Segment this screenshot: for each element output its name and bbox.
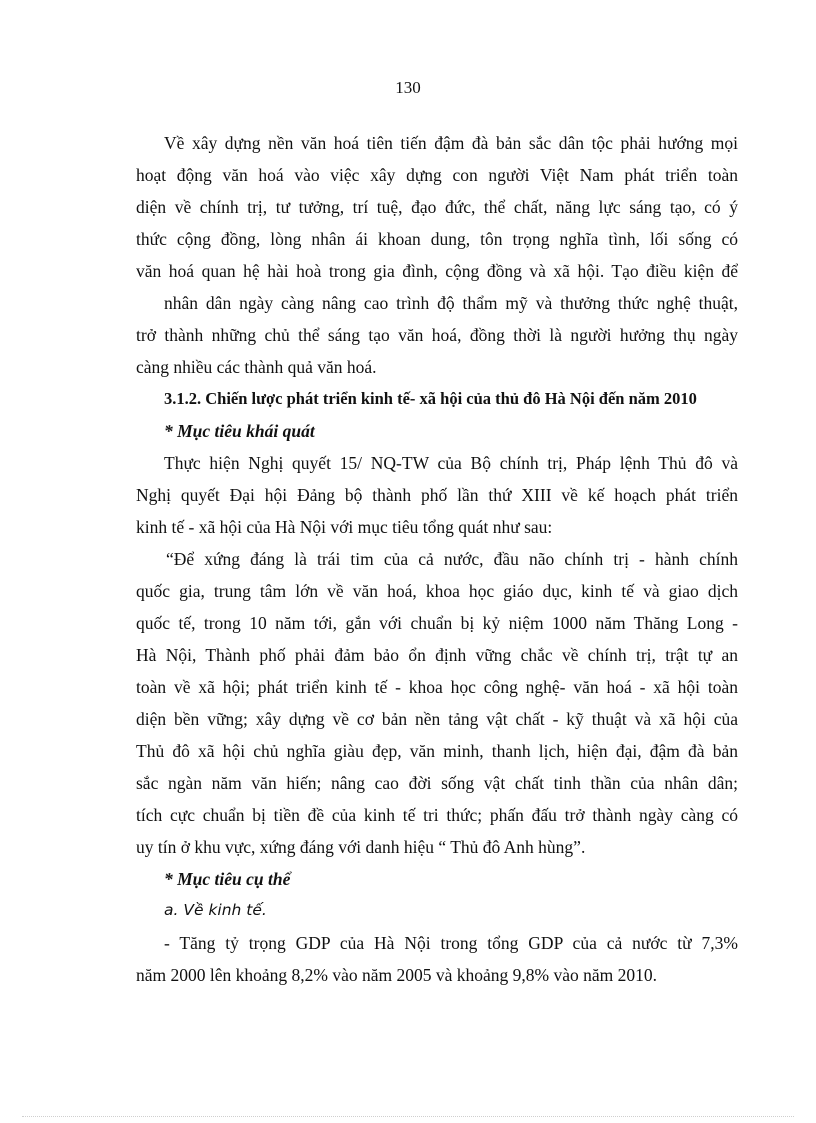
paragraph-line: năm 2000 lên khoảng 8,2% vào năm 2005 và khoảng 9,8% vào năm 2010. (136, 965, 658, 985)
page-number: 130 (395, 78, 421, 97)
paragraph-line: trở thành những chủ thể sáng tạo văn hoá, đồng thời là người hưởng thụ ngày (136, 325, 738, 345)
quote-line: Hà Nội, Thành phố phải đảm bảo ổn định vững chắc về chính trị, trật tự an (136, 645, 738, 665)
quote-line: quốc gia, trung tâm lớn về văn hoá, khoa học giáo dục, kinh tế và giao dịch (136, 581, 738, 601)
quote-line: “Để xứng đáng là trái tim của cả nước, đầu não chính trị - hành chính (166, 549, 738, 569)
footer-divider (22, 1116, 794, 1117)
quote-line: uy tín ở khu vực, xứng đáng với danh hiệu “ Thủ đô Anh hùng”. (136, 837, 586, 857)
paragraph-line: thức cộng đồng, lòng nhân ái khoan dung, tôn trọng nghĩa tình, lối sống có (136, 229, 738, 249)
subheading-economy: a. Về kinh tế. (164, 901, 267, 919)
subheading-general-goals: * Mục tiêu khái quát (164, 421, 315, 441)
paragraph-line: Thực hiện Nghị quyết 15/ NQ-TW của Bộ chính trị, Pháp lệnh Thủ đô và (164, 453, 738, 473)
paragraph-line: văn hoá quan hệ hài hoà trong gia đình, cộng đồng và xã hội. Tạo điều kiện để (136, 261, 738, 281)
quote-line: diện bền vững; xây dựng về cơ bản nền tảng vật chất - kỹ thuật và xã hội của (136, 709, 738, 729)
quote-line: Thủ đô xã hội chủ nghĩa giàu đẹp, văn minh, thanh lịch, hiện đại, đậm đà bản (136, 741, 738, 761)
paragraph-line: Nghị quyết Đại hội Đảng bộ thành phố lần thứ XIII về kế hoạch phát triển (136, 485, 738, 505)
paragraph-line: kinh tế - xã hội của Hà Nội với mục tiêu tổng quát như sau: (136, 517, 553, 537)
subheading-specific-goals: * Mục tiêu cụ thể (164, 869, 291, 889)
paragraph-line: càng nhiều các thành quả văn hoá. (136, 357, 377, 377)
paragraph-line: - Tăng tỷ trọng GDP của Hà Nội trong tổng GDP của cả nước từ 7,3% (164, 933, 738, 953)
paragraph-line: nhân dân ngày càng nâng cao trình độ thẩm mỹ và thưởng thức nghệ thuật, (164, 293, 738, 313)
paragraph-line: Về xây dựng nền văn hoá tiên tiến đậm đà bản sắc dân tộc phải hướng mọi (164, 133, 738, 153)
quote-line: toàn về xã hội; phát triển kinh tế - khoa học công nghệ- văn hoá - xã hội toàn (136, 677, 738, 697)
quote-line: quốc tế, trong 10 năm tới, gắn với chuẩn bị kỷ niệm 1000 năm Thăng Long - (136, 613, 738, 633)
quote-line: sắc ngàn năm văn hiến; nâng cao đời sống vật chất tinh thần của nhân dân; (136, 773, 738, 793)
paragraph-line: hoạt động văn hoá vào việc xây dựng con người Việt Nam phát triển toàn (136, 165, 738, 185)
quote-line: tích cực chuẩn bị tiền đề của kinh tế tri thức; phấn đấu trở thành ngày càng có (136, 805, 738, 825)
paragraph-line: diện về chính trị, tư tưởng, trí tuệ, đạo đức, thể chất, năng lực sáng tạo, có ý (136, 197, 738, 217)
section-heading: 3.1.2. Chiến lược phát triển kinh tế- xã hội của thủ đô Hà Nội đến năm 2010 (164, 389, 697, 408)
